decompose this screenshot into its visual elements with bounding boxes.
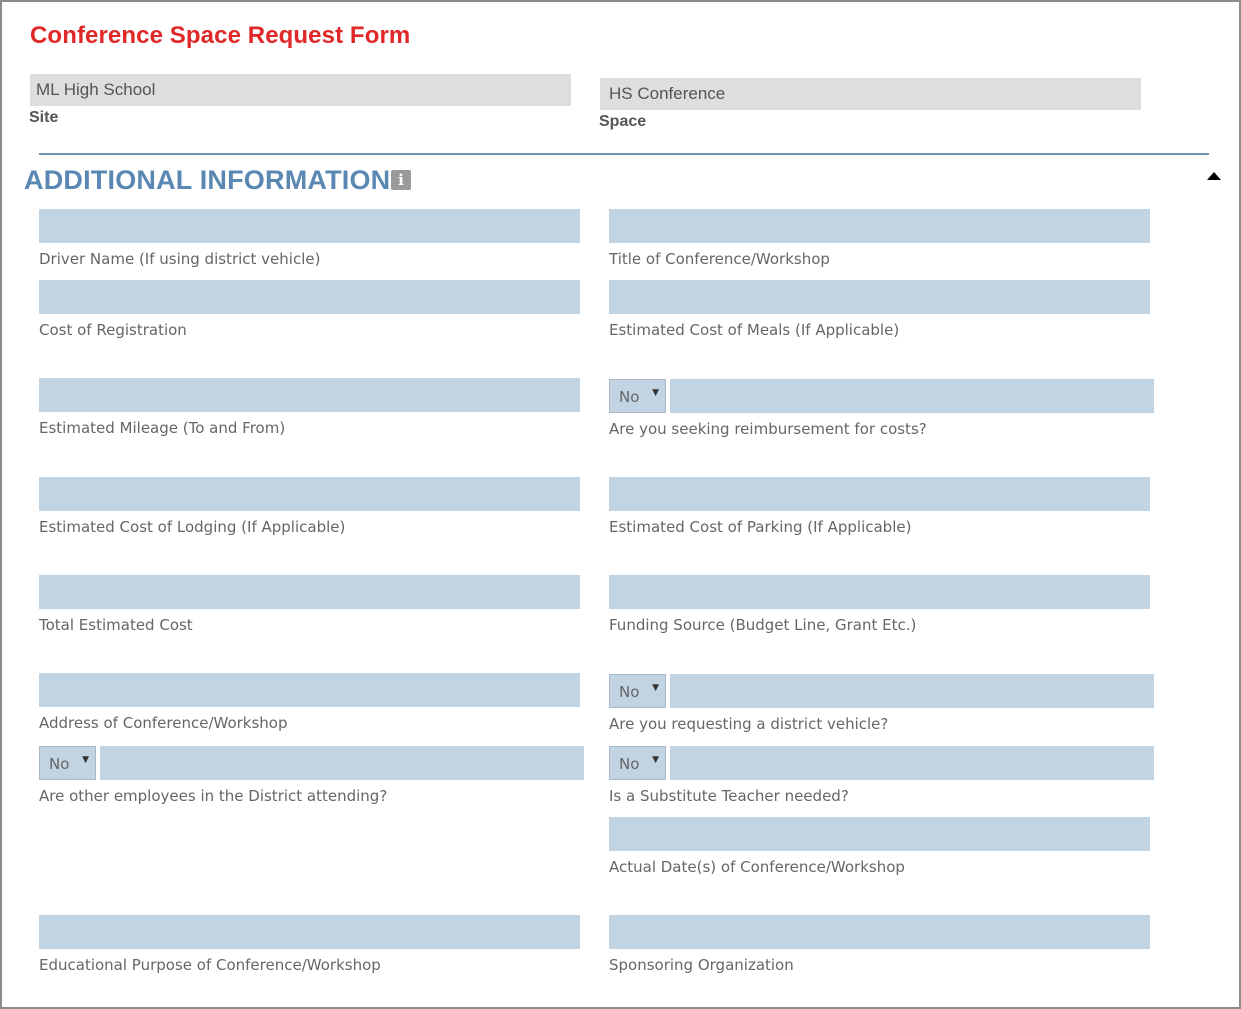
chevron-down-icon: ▼ [652,755,659,765]
total-cost-label: Total Estimated Cost [39,616,193,634]
chevron-down-icon: ▼ [82,755,89,765]
actual-dates-label: Actual Date(s) of Conference/Workshop [609,858,905,876]
actual-dates-input[interactable] [609,817,1150,851]
section-title: ADDITIONAL INFORMATION [24,165,391,195]
substitute-select[interactable] [609,746,666,780]
educational-purpose-input[interactable] [39,915,580,949]
space-label: Space [599,113,647,130]
conference-title-input[interactable] [609,209,1150,243]
other-employees-details-input[interactable] [100,746,584,780]
other-employees-label: Are other employees in the District attending? [39,787,388,805]
reimbursement-details-input[interactable] [670,379,1154,413]
total-cost-input[interactable] [39,575,580,609]
meals-cost-input[interactable] [609,280,1150,314]
educational-purpose-label: Educational Purpose of Conference/Workshop [39,956,381,974]
district-vehicle-details-input[interactable] [670,674,1154,708]
space-field: HS Conference [600,78,1141,110]
substitute-select-value: No [619,755,640,773]
district-vehicle-select[interactable] [609,674,666,708]
driver-name-input[interactable] [39,209,580,243]
mileage-label: Estimated Mileage (To and From) [39,419,286,437]
parking-cost-input[interactable] [609,477,1150,511]
registration-cost-label: Cost of Registration [39,321,187,339]
parking-cost-label: Estimated Cost of Parking (If Applicable) [609,518,912,536]
chevron-down-icon: ▼ [652,388,659,398]
funding-source-label: Funding Source (Budget Line, Grant Etc.) [609,616,917,634]
reimbursement-label: Are you seeking reimbursement for costs? [609,420,927,438]
sponsoring-org-label: Sponsoring Organization [609,956,794,974]
address-input[interactable] [39,673,580,707]
mileage-input[interactable] [39,378,580,412]
substitute-label: Is a Substitute Teacher needed? [609,787,849,805]
lodging-cost-label: Estimated Cost of Lodging (If Applicable) [39,518,346,536]
reimbursement-select-value: No [619,388,640,406]
site-label: Site [29,109,59,126]
address-label: Address of Conference/Workshop [39,714,288,732]
other-employees-select-value: No [49,755,70,773]
substitute-details-input[interactable] [670,746,1154,780]
form-title: Conference Space Request Form [30,22,411,49]
meals-cost-label: Estimated Cost of Meals (If Applicable) [609,321,900,339]
lodging-cost-input[interactable] [39,477,580,511]
other-employees-select[interactable] [39,746,96,780]
sponsoring-org-input[interactable] [609,915,1150,949]
chevron-down-icon: ▼ [652,683,659,693]
section-divider [39,153,1209,155]
caret-up-icon[interactable] [1207,172,1221,180]
conference-title-label: Title of Conference/Workshop [609,250,830,268]
site-field: ML High School [30,74,571,106]
info-icon[interactable]: i [391,170,411,190]
reimbursement-select[interactable] [609,379,666,413]
registration-cost-input[interactable] [39,280,580,314]
district-vehicle-label: Are you requesting a district vehicle? [609,715,889,733]
funding-source-input[interactable] [609,575,1150,609]
driver-name-label: Driver Name (If using district vehicle) [39,250,321,268]
district-vehicle-select-value: No [619,683,640,701]
